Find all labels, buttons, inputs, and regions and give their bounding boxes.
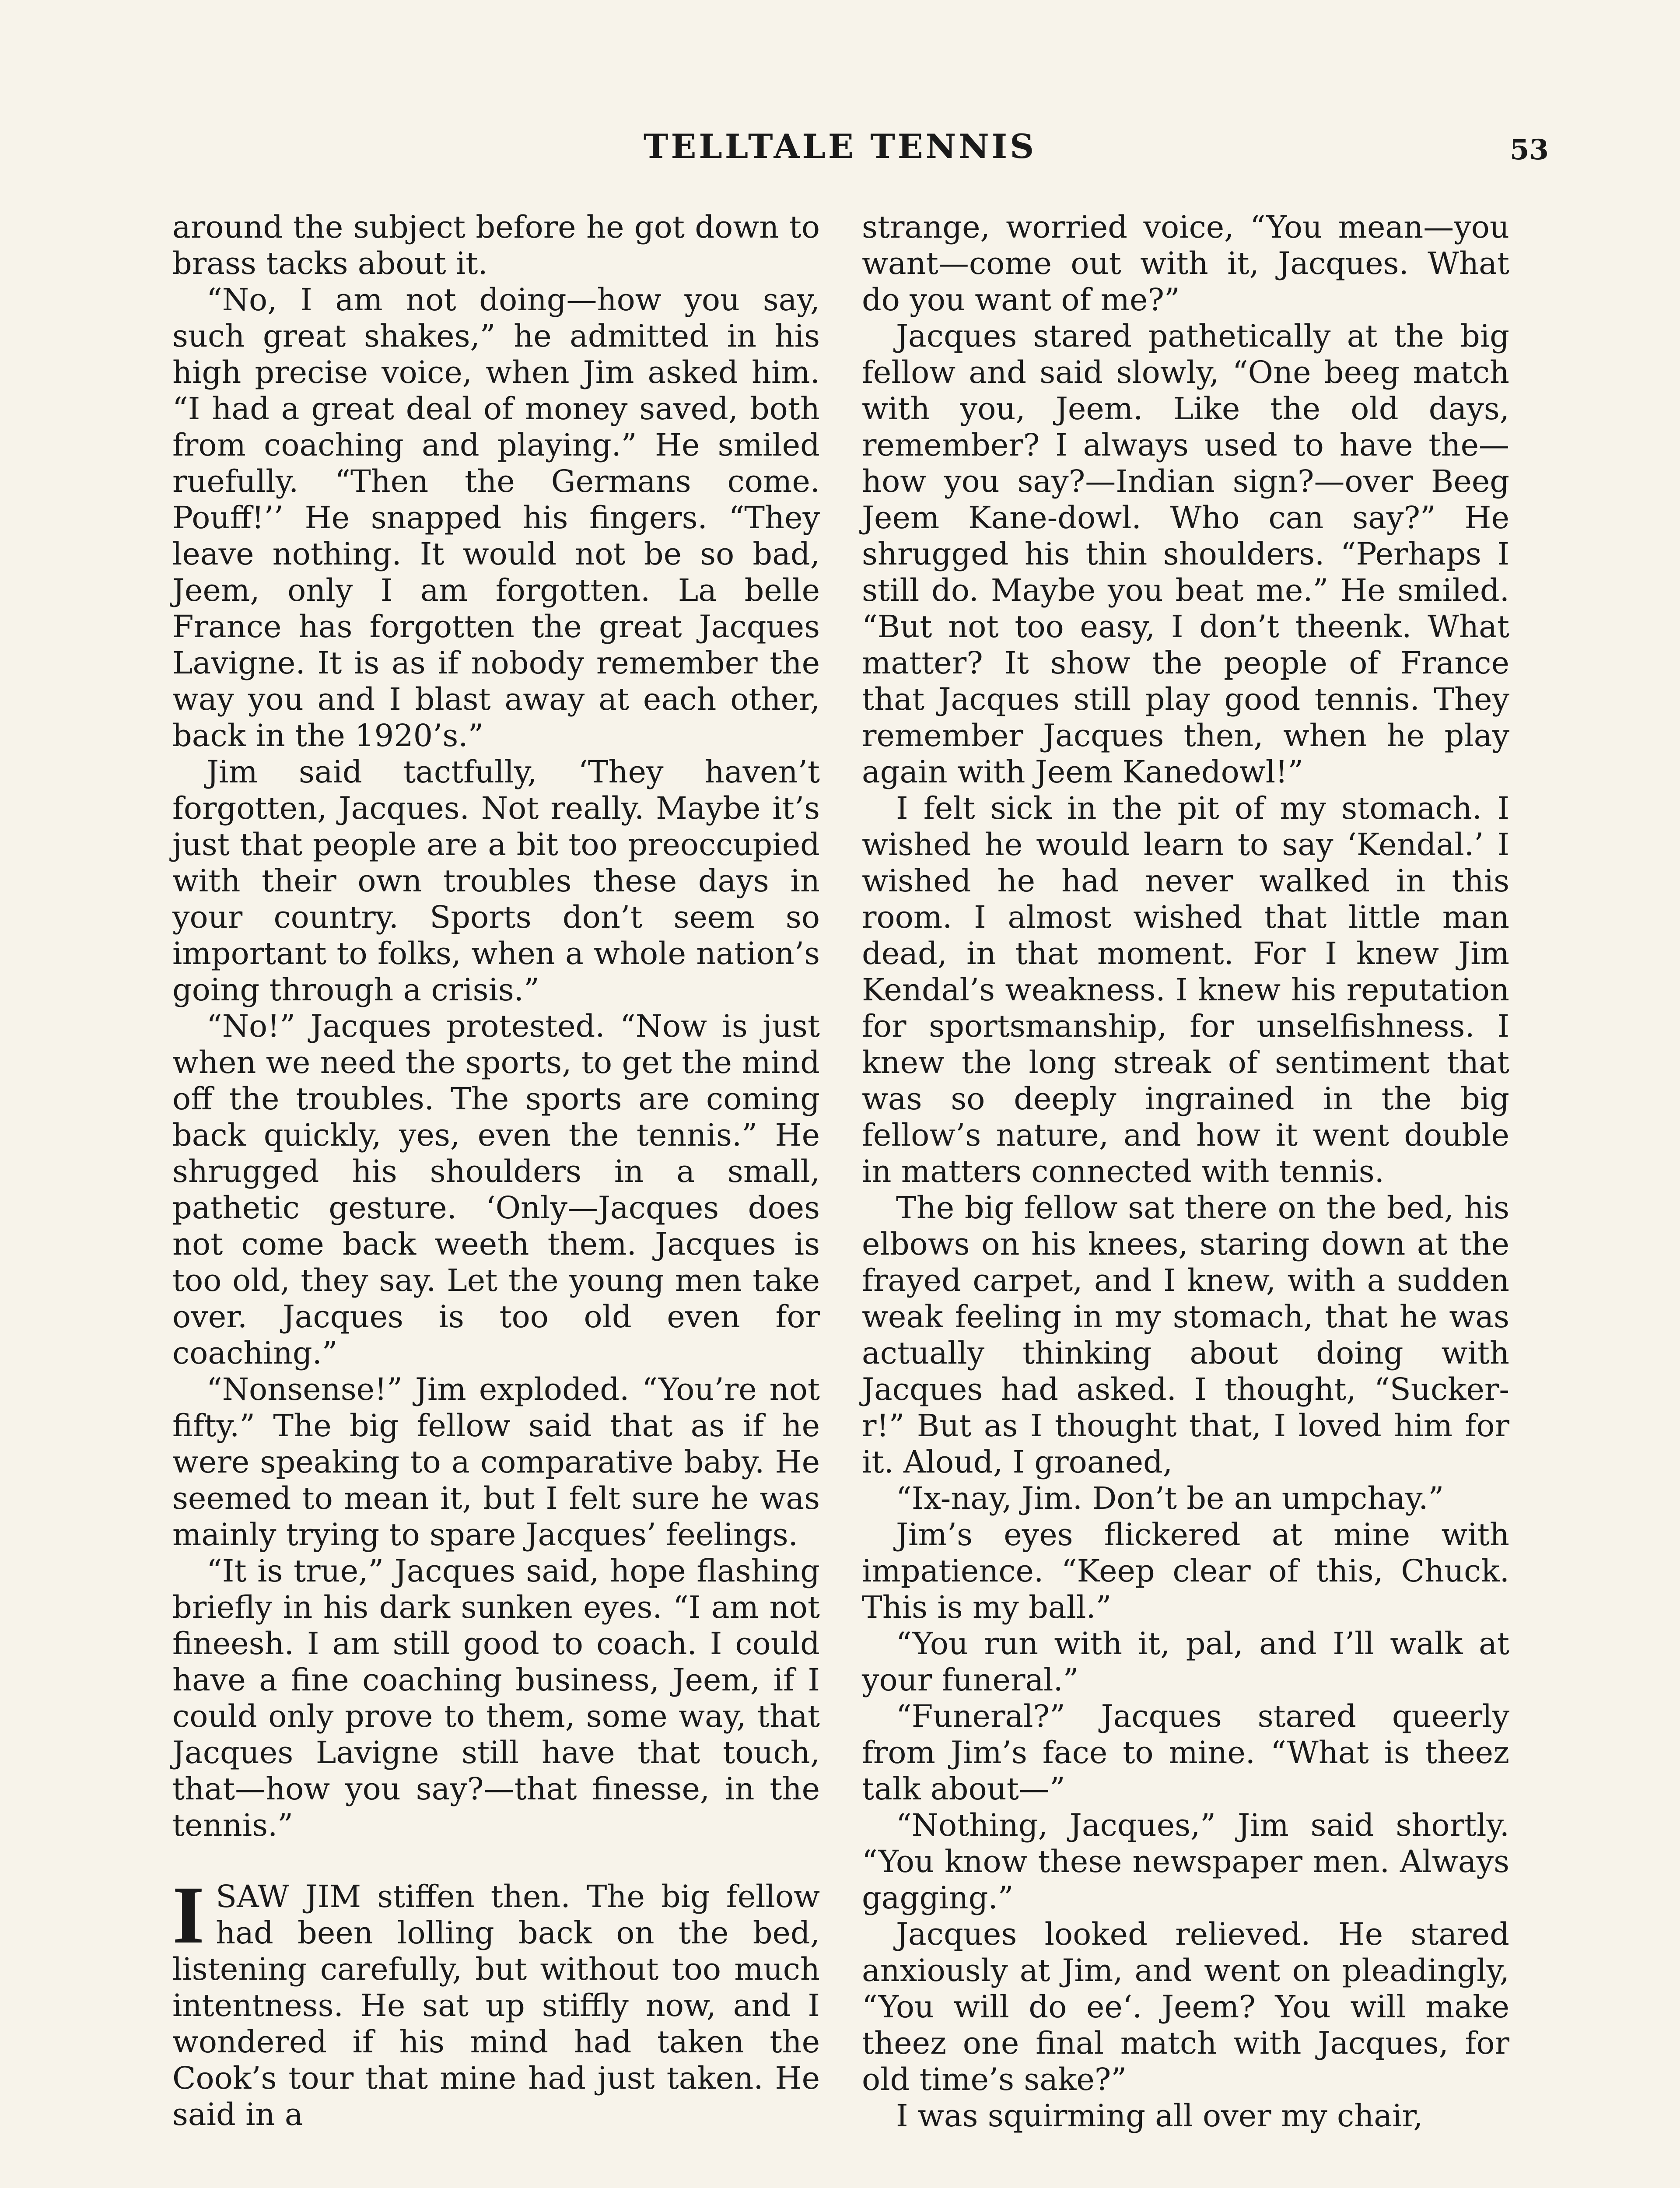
paragraph: Jacques stared pathetically at the big fellow and said slowly, “One beeg match with you, Jeem. Like the old days, remember? I always used to have the—how you say?—Indian sign?—over Beeg Jeem Kane-dowl. Who can say?” He shrugged his thin shoulders. “Perhaps I still do. Maybe you beat me.” He smiled. “But not too easy, I don’t theenk. What matter? It show the people of France that Jacques still play good tennis. They remember Jacques then, when he play again with Jeem Kanedowl!” <box>862 318 1509 790</box>
paragraph: “Nonsense!” Jim exploded. “You’re not fifty.” The big fellow said that as if he were speaking to a comparative baby. He seemed to mean it, but I felt sure he was mainly trying to spare Jacques’ feelings. <box>172 1371 820 1553</box>
paragraph: “Ix-nay, Jim. Don’t be an umpchay.” <box>896 1480 1444 1516</box>
running-head: TELLTALE TENNIS <box>643 127 1037 166</box>
paragraph: The big fellow sat there on the bed, his elbows on his knees, staring down at the frayed carpet, and I knew, with a sudden weak feeling in my stomach, that he was actually thinking about doing with Jacques had asked. I thought, “Sucker-r!” But as I thought that, I loved him for it. Aloud, I groaned, <box>862 1190 1509 1480</box>
paragraph: “It is true,” Jacques said, hope flashing briefly in his dark sunken eyes. “I am not fineesh. I am still good to coach. I could have a fine coaching business, Jeem, if I could only prove to them, some way, that Jacques Lavigne still have that touch, that—how you say?—that finesse, in the tennis.” <box>172 1553 820 1843</box>
paragraph: I was squirming all over my chair, <box>896 2098 1423 2134</box>
paragraph: “You run with it, pal, and I’ll walk at your funeral.” <box>862 1626 1509 1698</box>
paragraph: Jim’s eyes flickered at mine with impatience. “Keep clear of this, Chuck. This is my ball.” <box>862 1517 1509 1625</box>
page-number: 53 <box>1509 133 1549 166</box>
paragraph: “No, I am not doing—how you say, such great shakes,” he admitted in his high precise voice, when Jim asked him. “I had a great deal of money saved, both from coaching and playing.” He smiled ruefully. “Then the Germans come. Pouff!’’ He snapped his fingers. “They leave nothing. It would not be so bad, Jeem, only I am forgotten. La belle France has forgotten the great Jacques Lavigne. It is as if nobody remember the way you and I blast away at each other, back in the 1920’s.” <box>172 282 820 754</box>
paragraph: “No!” Jacques protested. “Now is just when we need the sports, to get the mind off the troubles. The sports are coming back quickly, yes, even the tennis.” He shrugged his shoulders in a small, pathetic gesture. ‘Only—Jacques does not come back weeth them. Jacques is too old, they say. Let the young men take over. Jacques is too old even for coaching.” <box>172 1008 820 1371</box>
paragraph: around the subject before he got down to brass tacks about it. <box>172 209 820 281</box>
left-column <box>172 209 820 2133</box>
paragraph: “Funeral?” Jacques stared queerly from Jim’s face to mine. “What is theez talk about—” <box>862 1698 1509 1807</box>
paragraph: Jacques looked relieved. He stared anxiously at Jim, and went on pleadingly, “You will do ee‘. Jeem? You will make theez one final match with Jacques, for old time’s sake?” <box>862 1916 1509 2097</box>
section-paragraph <box>172 1869 820 2133</box>
paragraph: Jim said tactfully, ‘They haven’t forgotten, Jacques. Not really. Maybe it’s just that people are a bit too preoccupied with their own troubles these days in your country. Sports don’t seem so important to folks, when a whole nation’s going through a crisis.” <box>172 754 820 1008</box>
paragraph: “Nothing, Jacques,” Jim said shortly. “You know these newspaper men. Always gagging.” <box>862 1807 1509 1916</box>
right-column <box>862 209 1509 2134</box>
paragraph: strange, worried voice, “You mean—you want—come out with it, Jacques. What do you want of me?” <box>862 209 1509 318</box>
paragraph: I felt sick in the pit of my stomach. I wished he would learn to say ‘Kendal.’ I wished he had never walked in this room. I almost wished that little man dead, in that moment. For I knew Jim Kendal’s weakness. I knew his reputation for sportsmanship, for unselfishness. I knew the long streak of sentiment that was so deeply ingrained in the big fellow’s nature, and how it went double in matters connected with tennis. <box>862 790 1509 1189</box>
paragraph-text: SAW JIM stiffen then. The big fellow had been lolling back on the bed, listening carefully, but without too much intentness. He sat up stiffly now, and I wondered if his mind had taken the Cook’s tour that mine had just taken. He said in a <box>172 1879 820 2132</box>
drop-cap: I <box>172 1869 205 1960</box>
